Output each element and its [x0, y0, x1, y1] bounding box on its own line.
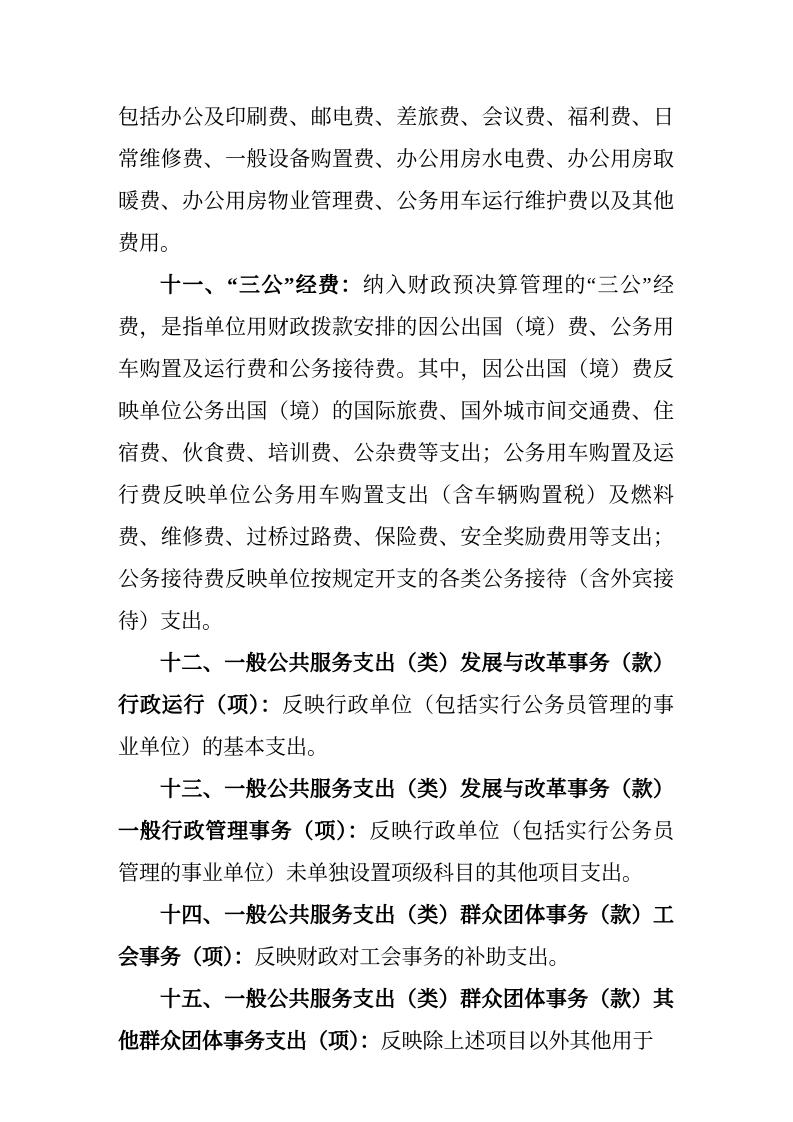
text-run: 反映行政单位（包括实行公务员管理的事业单位）的基本支出。 — [118, 693, 675, 759]
paragraph — [118, 768, 674, 894]
paragraph — [118, 894, 674, 978]
term-heading-run: 十四、一般公共服务支出（类）群众团体事务（款）工会事务（项）： — [118, 903, 674, 969]
paragraph — [118, 642, 674, 768]
term-heading-run: 十三、一般公共服务支出（类）发展与改革事务（款）一般行政管理事务（项）： — [118, 777, 674, 843]
text-run: 反映财政对工会事务的补助支出。 — [254, 945, 570, 969]
text-run: 反映行政单位（包括实行公务员管理的事业单位）未单独设置项级科目的其他项目支出。 — [118, 819, 675, 885]
text-run: 反映除上述项目以外其他用于 — [380, 1029, 654, 1053]
document-body — [118, 96, 674, 1062]
paragraph — [118, 264, 674, 642]
paragraph — [118, 978, 674, 1062]
paragraph — [118, 96, 674, 264]
text-run: 包括办公及印刷费、邮电费、差旅费、会议费、福利费、日常维修费、一般设备购置费、办公用房水电费、办公用房取暖费、办公用房物业管理费、公务用车运行维护费以及其他费用。 — [118, 105, 674, 255]
term-heading-run: 十五、一般公共服务支出（类）群众团体事务（款）其他群众团体事务支出（项）： — [118, 987, 674, 1053]
text-run: 纳入财政预决算管理的“三公”经费，是指单位用财政拨款安排的因公出国（境）费、公务用车购置及运行费和公务接待费。其中，因公出国（境）费反映单位公务出国（境）的国际旅费、国外城市间交通费、住宿费、伙食费、培训费、公杂费等支出；公务用车购置及运行费反映单位公务用车购置支出（含车辆购置税）及燃料费、维修费、过桥过路费、保险费、安全奖励费用等支出；公务接待费反映单位按规定开支的各类公务接待（含外宾接待）支出。 — [118, 273, 675, 633]
term-heading-run: 十一、“三公”经费： — [160, 273, 363, 297]
term-heading-run: 十二、一般公共服务支出（类）发展与改革事务（款）行政运行（项）： — [118, 651, 674, 717]
